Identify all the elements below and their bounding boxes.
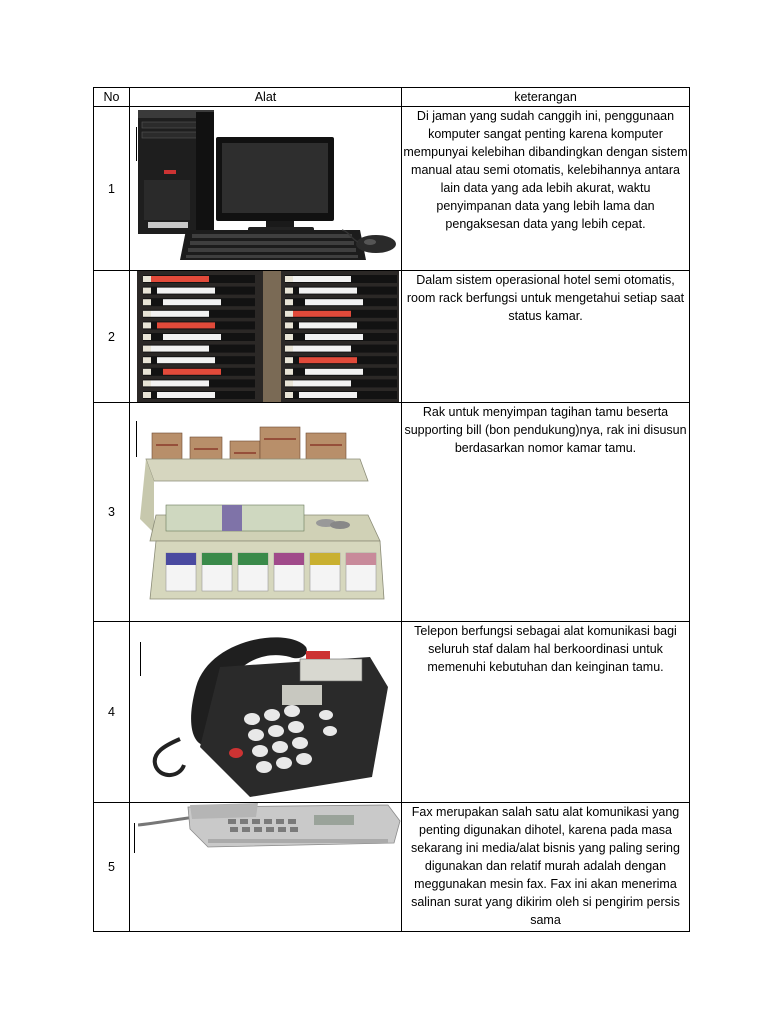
table-row: [94, 271, 690, 403]
rack-slot-card: [163, 299, 221, 305]
tool-image-cell: [130, 622, 402, 803]
row-description: Dalam sistem operasional hotel semi otomatis, room rack berfungsi untuk mengetahui setiap saat status kamar.: [402, 271, 690, 403]
equipment-table: [93, 87, 690, 932]
rack-slot-number: [143, 276, 151, 282]
row-number: 5: [94, 803, 130, 932]
rack-slot-card: [151, 346, 209, 352]
rack-slot-number: [285, 299, 293, 305]
rack-slot-number: [285, 346, 293, 352]
rack-slot-number: [285, 334, 293, 340]
table-row: [94, 107, 690, 271]
rack-slot-card: [157, 288, 215, 294]
tool-image-cell: [130, 271, 402, 403]
rack-slot-number: [143, 288, 151, 294]
rack-slot-number: [143, 380, 151, 386]
tool-image-cell: [130, 803, 402, 932]
rack-slot-number: [143, 357, 151, 363]
rack-slot-number: [143, 392, 151, 398]
rack-slot-card: [163, 334, 221, 340]
rack-slot-card: [293, 380, 351, 386]
bill-rack-icon: [140, 423, 392, 603]
rack-slot-card: [293, 276, 351, 282]
frame-mark: [136, 421, 137, 457]
rack-slot-number: [143, 346, 151, 352]
rack-slot-card: [299, 392, 357, 398]
rack-slot-card: [151, 311, 209, 317]
rack-slot-number: [285, 380, 293, 386]
table-row: [94, 403, 690, 622]
tool-image-cell: [130, 107, 402, 271]
row-number: 4: [94, 622, 130, 803]
row-number: 3: [94, 403, 130, 622]
computer-icon: [138, 110, 402, 268]
rack-slot-card: [163, 369, 221, 375]
rack-slot-card: [157, 392, 215, 398]
rack-slot-number: [285, 311, 293, 317]
rack-slot-card: [299, 288, 357, 294]
row-description: Telepon berfungsi sebagai alat komunikasi bagi seluruh staf dalam hal berkoordinasi untuk memenuhi kebutuhan dan keinginan tamu.: [402, 622, 690, 803]
rack-slot-number: [285, 322, 293, 328]
table-row: [94, 803, 690, 932]
row-description: Fax merupakan salah satu alat komunikasi yang penting digunakan dihotel, karena pada masa sekarang ini media/alat bisnis yang paling sering digunakan dan relatif murah adalah dengan meggunakan mesin fax. Fax ini akan menerima salinan surat yang dikirim oleh si pengirim persis sama: [402, 803, 690, 932]
rack-slot-number: [285, 392, 293, 398]
rack-slot-number: [285, 276, 293, 282]
rack-slot-number: [285, 369, 293, 375]
rack-slot-card: [305, 334, 363, 340]
rack-slot-card: [305, 299, 363, 305]
table-header-row: [94, 88, 690, 107]
rack-slot-number: [143, 334, 151, 340]
rack-slot-card: [293, 311, 351, 317]
rack-slot-number: [285, 288, 293, 294]
rack-slot-card: [151, 380, 209, 386]
rack-slot-number: [143, 311, 151, 317]
rack-slot-card: [293, 346, 351, 352]
tool-image-cell: [130, 403, 402, 622]
rack-slot-number: [143, 369, 151, 375]
rack-slot-number: [143, 299, 151, 305]
row-description: Rak untuk menyimpan tagihan tamu beserta supporting bill (bon pendukung)nya, rak ini disusun berdasarkan nomor kamar tamu.: [402, 403, 690, 622]
frame-mark: [136, 127, 137, 161]
header-desc: keterangan: [402, 88, 690, 107]
rack-slot-number: [143, 322, 151, 328]
rack-slot-card: [157, 322, 215, 328]
rack-slot-card: [305, 369, 363, 375]
rack-slot-card: [151, 276, 209, 282]
rack-slot-card: [157, 357, 215, 363]
frame-mark: [134, 823, 135, 853]
room-rack-icon: [137, 271, 399, 402]
telephone-icon: [140, 627, 392, 799]
rack-slot-card: [299, 322, 357, 328]
fax-machine-icon: [138, 803, 402, 851]
header-tool: Alat: [130, 88, 402, 107]
rack-slot-number: [285, 357, 293, 363]
table-row: [94, 622, 690, 803]
row-description: Di jaman yang sudah canggih ini, penggunaan komputer sangat penting karena komputer mempunyai kelebihan dibandingkan dengan sistem manual atau semi otomatis, kelebihannya antara lain data yang ada lebih akurat, waktu penyimpanan data yang lebih lama dan pengaksesan data yang lebih cepat.: [402, 107, 690, 271]
row-number: 2: [94, 271, 130, 403]
row-number: 1: [94, 107, 130, 271]
rack-slot-card: [299, 357, 357, 363]
header-no: No: [94, 88, 130, 107]
